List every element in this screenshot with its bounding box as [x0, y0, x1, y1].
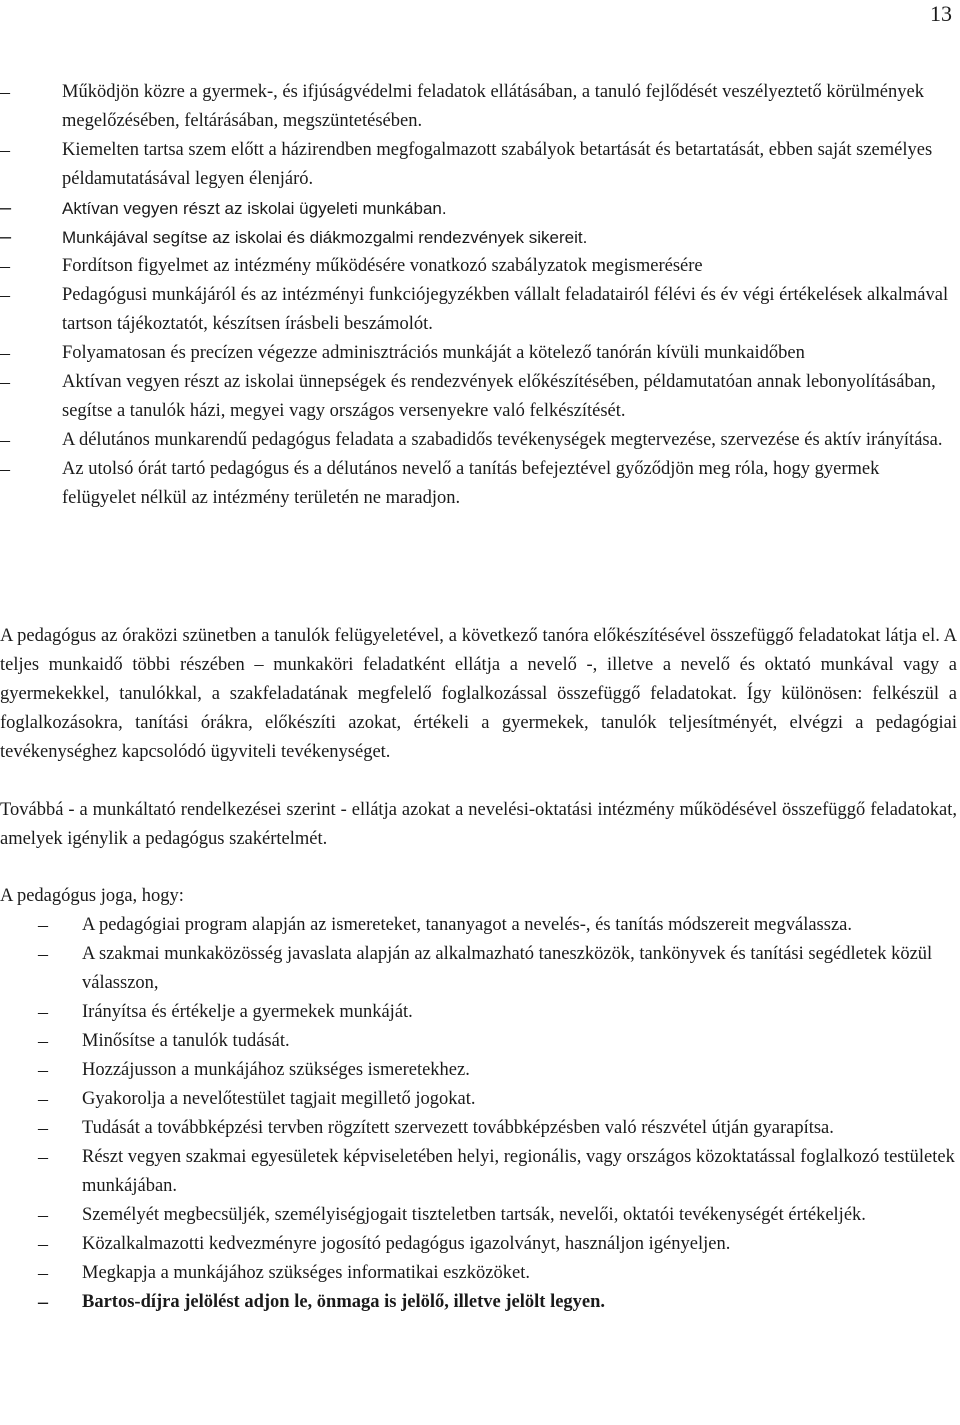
list-item: [0, 426, 950, 455]
rights-heading: A pedagógus joga, hogy:: [0, 886, 184, 906]
dash-bullet-icon: –: [38, 1059, 48, 1081]
list-item-text: Az utolsó órát tartó pedagógus és a délutános nevelő a tanítás befejeztével győződjön meg róla, hogy gyermek felügyelet nélkül az intézmény területén ne maradjon.: [62, 459, 880, 508]
list-item-text: Közalkalmazotti kedvezményre jogosító pedagógus igazolványt, használjon igényeljen.: [82, 1234, 731, 1254]
workload-paragraph: A pedagógus az óraközi szünetben a tanulók felügyeletével, a következő tanóra előkészítésével összefüggő feladatokat látja el. A teljes munkaidő többi részében – munkaköri feladatként ellátja a nevelő -, illetve a nevelő és oktató munkával vagy a gyermekekkel, tanulókkal, a szakfeladatának megfelelő foglalkozással összefüggő feladatokat. Így különösen: felkészül a foglalkozásokra, tanítási órákra, előkészíti azokat, értékeli a gyermekek, tanulók teljesítményét, elvégzi a pedagógiai tevékenységhez kapcsolódó ügyviteli tevékenységet.: [0, 626, 957, 762]
list-item: [0, 194, 950, 223]
list-item: [0, 1143, 955, 1201]
dash-bullet-icon: –: [0, 226, 12, 248]
list-item-text: Személyét megbecsüljék, személyiségjogait tiszteletben tartsák, nevelői, oktatói tevékenységét értékeljék.: [82, 1205, 866, 1225]
page-number: 13: [930, 1, 952, 26]
list-item-text: Hozzájusson a munkájához szükséges ismeretekhez.: [82, 1060, 470, 1080]
list-item-text: A szakmai munkaközösség javaslata alapján az alkalmazható taneszközök, tankönyvek és tanítási segédletek közül válasszon,: [82, 944, 933, 993]
list-item: [0, 455, 950, 513]
dash-bullet-icon: –: [0, 458, 10, 480]
list-item-text: A délutános munkarendű pedagógus feladata a szabadidős tevékenységek megtervezése, szervezése és aktív irányítása.: [62, 430, 943, 450]
list-item: [0, 1201, 955, 1230]
list-item: [0, 998, 955, 1027]
list-item-text: Részt vegyen szakmai egyesületek képviseletében helyi, regionális, vagy országos közoktatással foglalkozó testületek munkájában.: [82, 1147, 955, 1196]
list-item-text: Fordítson figyelmet az intézmény működésére vonatkozó szabályzatok megismerésére: [62, 256, 703, 276]
dash-bullet-icon: –: [0, 429, 10, 451]
list-item: [0, 1288, 955, 1317]
list-item: [0, 252, 950, 281]
dash-bullet-icon: –: [38, 1088, 48, 1110]
list-item-text: Megkapja a munkájához szükséges informatikai eszközöket.: [82, 1263, 530, 1283]
dash-bullet-icon: –: [38, 1001, 48, 1023]
duties-list: [0, 78, 950, 513]
dash-bullet-icon: –: [38, 1262, 48, 1284]
list-item: [0, 368, 950, 426]
list-item: [0, 136, 950, 194]
list-item-text: Pedagógusi munkájáról és az intézményi funkciójegyzékben vállalt feladatairól félévi és év végi értékelések alkalmával tartson tájékoztatót, készítsen írásbeli beszámolót.: [62, 285, 949, 334]
list-item: [0, 1230, 955, 1259]
list-item: [0, 78, 950, 136]
list-item-text: A pedagógiai program alapján az ismereteket, tananyagot a nevelés-, és tanítás módszereit megválassza.: [82, 915, 853, 935]
list-item: [0, 940, 955, 998]
list-item-text: Bartos-díjra jelölést adjon le, önmaga is jelölő, illetve jelölt legyen.: [82, 1292, 606, 1312]
dash-bullet-icon: –: [0, 255, 10, 277]
list-item-text: Tudását a továbbképzési tervben rögzített szervezett továbbképzésben való részvétel útján gyarapítsa.: [82, 1118, 834, 1138]
list-item: [0, 223, 950, 252]
list-item: [0, 1259, 955, 1288]
list-item-text: Folyamatosan és precízen végezze adminisztrációs munkáját a kötelező tanórán kívüli munkaidőben: [62, 343, 805, 363]
list-item-text: Irányítsa és értékelje a gyermekek munkáját.: [82, 1002, 413, 1022]
dash-bullet-icon: –: [0, 284, 10, 306]
list-item-text: Minősítse a tanulók tudását.: [82, 1031, 290, 1051]
list-item-text: Gyakorolja a nevelőtestület tagjait megillető jogokat.: [82, 1089, 476, 1109]
list-item-text: Aktívan vegyen részt az iskolai ünnepségek és rendezvények előkészítésében, példamutatóan annak lebonyolításában, segítse a tanulók házi, megyei vagy országos versenyekre való felkészítését.: [62, 372, 936, 421]
dash-bullet-icon: –: [38, 1233, 48, 1255]
dash-bullet-icon: –: [0, 197, 12, 219]
list-item: [0, 1114, 955, 1143]
dash-bullet-icon: –: [38, 1291, 48, 1313]
dash-bullet-icon: –: [38, 1204, 48, 1226]
rights-list: [0, 911, 955, 1317]
list-item: [0, 911, 955, 940]
list-item-text: Kiemelten tartsa szem előtt a házirendben megfogalmazott szabályok betartását és betartatását, ebben saját személyes példamutatásával legyen élenjáró.: [62, 140, 933, 189]
list-item: [0, 339, 950, 368]
dash-bullet-icon: –: [0, 371, 10, 393]
list-item-text: Aktívan vegyen részt az iskolai ügyeleti munkában.: [62, 199, 447, 218]
list-item: [0, 1056, 955, 1085]
list-item: [0, 281, 950, 339]
dash-bullet-icon: –: [0, 81, 10, 103]
dash-bullet-icon: –: [38, 914, 48, 936]
dash-bullet-icon: –: [38, 1117, 48, 1139]
dash-bullet-icon: –: [38, 943, 48, 965]
dash-bullet-icon: –: [0, 342, 10, 364]
dash-bullet-icon: –: [38, 1146, 48, 1168]
list-item-text: Működjön közre a gyermek-, és ifjúságvédelmi feladatok ellátásában, a tanuló fejlődését veszélyeztető körülmények megelőzésében, feltárásában, megszüntetésében.: [62, 82, 924, 131]
list-item-text: Munkájával segítse az iskolai és diákmozgalmi rendezvények sikereit.: [62, 228, 588, 247]
list-item: [0, 1027, 955, 1056]
list-item: [0, 1085, 955, 1114]
employer-duties-paragraph: Továbbá - a munkáltató rendelkezései szerint - ellátja azokat a nevelési-oktatási intézmény működésével összefüggő feladatokat, amelyek igénylik a pedagógus szakértelmét.: [0, 800, 957, 849]
dash-bullet-icon: –: [38, 1030, 48, 1052]
dash-bullet-icon: –: [0, 139, 10, 161]
